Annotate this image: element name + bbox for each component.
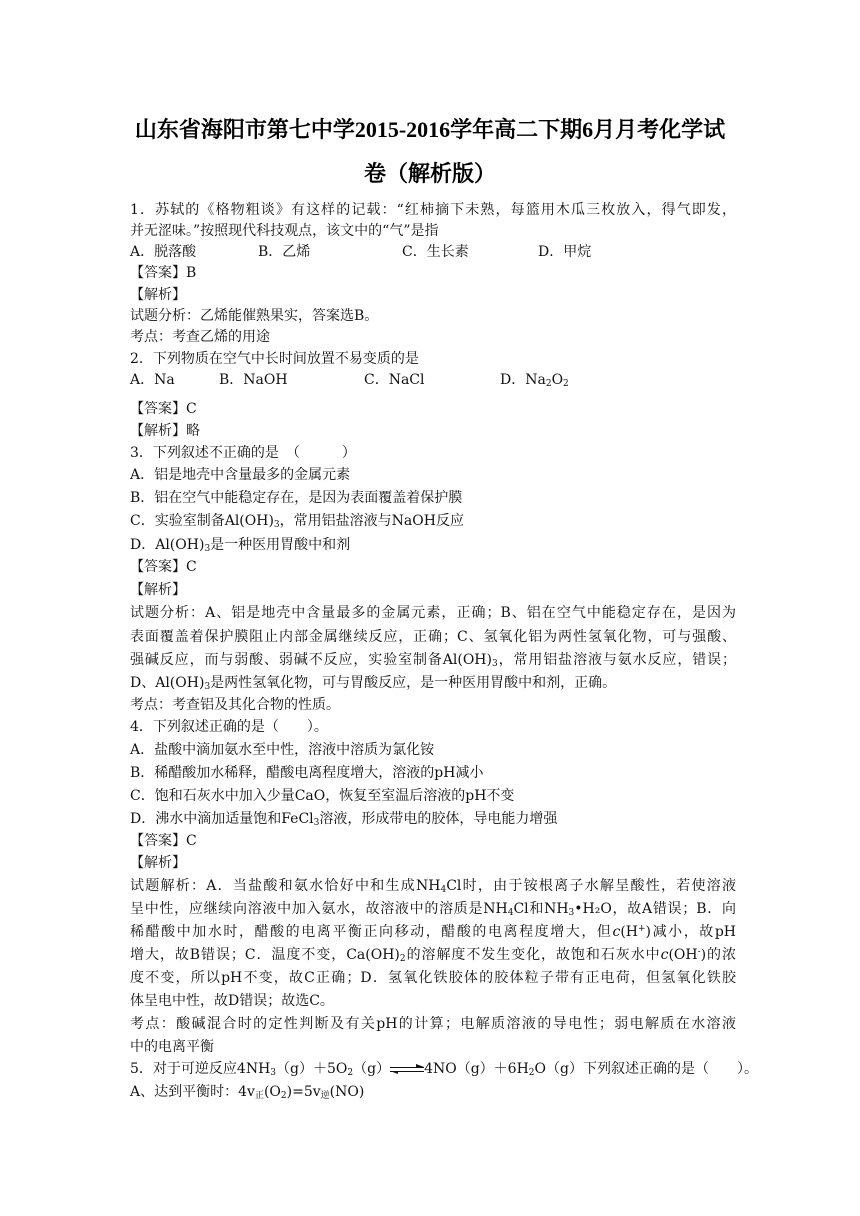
q4-analysis-line-1: 试题解析：A．当盐酸和氨水恰好中和生成$NH_4Cl$时，由于铵根离子水解呈酸性，若使溶液 <box>130 878 736 895</box>
q1-option-c: C．生长素 <box>402 244 469 260</box>
q2-analysis: 【解析】略 <box>130 423 200 439</box>
document-title-line-2: 卷（解析版） <box>363 161 496 186</box>
q2-option-a: A．Na <box>130 372 175 388</box>
q3-analysis-line-4: D、$Al(OH)_3$是两性氢氧化物，可与胃酸反应，是一种医用胃酸中和剂，正确。 <box>130 675 617 692</box>
q3-option-a: A．铝是地壳中含量最多的金属元素 <box>130 467 351 483</box>
q2-stem: 2．下列物质在空气中长时间放置不易变质的是 <box>130 351 419 367</box>
q2-option-b: B．NaOH <box>219 372 288 388</box>
q1-exam-point: 考点：考查乙烯的用途 <box>130 329 270 345</box>
q4-stem: 4．下列叙述正确的是（ ）。 <box>130 719 328 735</box>
q3-answer: 【答案】C <box>130 559 197 575</box>
q1-answer: 【答案】B <box>130 265 197 281</box>
q3-exam-point: 考点：考查铝及其化合物的性质。 <box>130 697 340 713</box>
q1-analysis: 试题分析：乙烯能催熟果实，答案选B。 <box>130 308 379 324</box>
q4-analysis-line-2: 呈中性，应继续向溶液中加入氨水，故溶液中的溶质是$NH_4Cl$和$NH_3•H_2O$，故A错误；B．向 <box>130 901 736 918</box>
q3-option-d: D．$Al(OH)_3$是一种医用胃酸中和剂 <box>130 537 351 554</box>
reversible-arrow-icon <box>390 1064 424 1074</box>
q2-option-d: D．$Na_2O_2$ <box>500 372 569 389</box>
q3-analysis-line-2: 表面覆盖着保护膜阻止内部金属继续反应，正确；C、氢氧化铝为两性氢氧化物，可与强酸、 <box>130 629 736 645</box>
q1-stem-line-2: 并无涩味。”按照现代科技观点，该文中的“气”是指 <box>130 223 439 239</box>
q1-option-b: B．乙烯 <box>258 244 311 260</box>
q4-option-a: A．盐酸中滴加氨水至中性，溶液中溶质为氯化铵 <box>130 742 435 758</box>
q4-analysis-line-6: 体呈电中性，故D错误；故选C。 <box>130 993 334 1009</box>
q3-analysis-line-1: 试题分析：A、铝是地壳中含量最多的金属元素，正确；B、铝在空气中能稳定存在，是因为 <box>130 605 736 621</box>
q1-option-d: D．甲烷 <box>538 244 592 260</box>
q4-option-c: C．饱和石灰水中加入少量CaO，恢复至室温后溶液的pH不变 <box>130 788 515 804</box>
q4-answer: 【答案】C <box>130 833 197 849</box>
q4-analysis-line-3: 稀醋酸中加水时，醋酸的电离平衡正向移动，醋酸的电离程度增大，但c(H+)减小，故pH <box>130 924 736 940</box>
q1-option-a: A．脱落酸 <box>130 244 197 260</box>
document-title-line-1: 山东省海阳市第七中学2015-2016学年高二下期6月月考化学试 <box>134 117 726 142</box>
q3-stem: 3．下列叙述不正确的是 （ ） <box>130 445 356 461</box>
q2-option-c: C．NaCl <box>364 372 425 388</box>
q4-analysis-line-4: 增大，故B错误；C．温度不变，$Ca(OH)_2$的溶解度不发生变化，故饱和石灰水中c(OH-)的浓 <box>130 947 737 964</box>
q4-option-d: D．沸水中滴加适量饱和FeCl$_3$溶液，形成带电的胶体，导电能力增强 <box>130 811 558 828</box>
q4-exam-point-line-2: 中的电离平衡 <box>130 1039 214 1055</box>
q3-analysis-label: 【解析】 <box>130 582 186 598</box>
q2-answer: 【答案】C <box>130 401 197 417</box>
q4-option-b: B．稀醋酸加水稀释，醋酸电离程度增大，溶液的pH减小 <box>130 765 484 781</box>
q1-stem-line-1: 1．苏轼的《格物粗谈》有这样的记载：“红柿摘下未熟，每篮用木瓜三枚放入，得气即发， <box>130 202 736 218</box>
q4-analysis-line-5: 度不变，所以pH不变，故C正确；D．氢氧化铁胶体的胶体粒子带有正电荷，但氢氧化铁胶 <box>130 970 736 986</box>
q4-analysis-label: 【解析】 <box>130 855 186 871</box>
q4-exam-point-line-1: 考点：酸碱混合时的定性判断及有关pH的计算；电解质溶液的导电性；弱电解质在水溶液 <box>130 1016 736 1032</box>
q5-stem: 5．对于可逆反应$4NH_3(g)+5O_2(g)$ $4NO(g)+6H_2O(g)$下列叙述正确的是（ ）。 <box>130 1061 758 1078</box>
q3-option-b: B．铝在空气中能稳定存在，是因为表面覆盖着保护膜 <box>130 490 463 506</box>
q3-option-c: C．实验室制备$Al(OH)_3$，常用铝盐溶液与NaOH反应 <box>130 513 464 530</box>
q5-option-a: A、达到平衡时：$4v_正(O_2)=5v_逆(NO)$ <box>130 1084 365 1101</box>
q3-analysis-line-3: 强碱反应，而与弱酸、弱碱不反应，实验室制备$Al(OH)_3$，常用铝盐溶液与氨水反应，错误； <box>130 652 736 669</box>
q1-analysis-label: 【解析】 <box>130 287 186 303</box>
